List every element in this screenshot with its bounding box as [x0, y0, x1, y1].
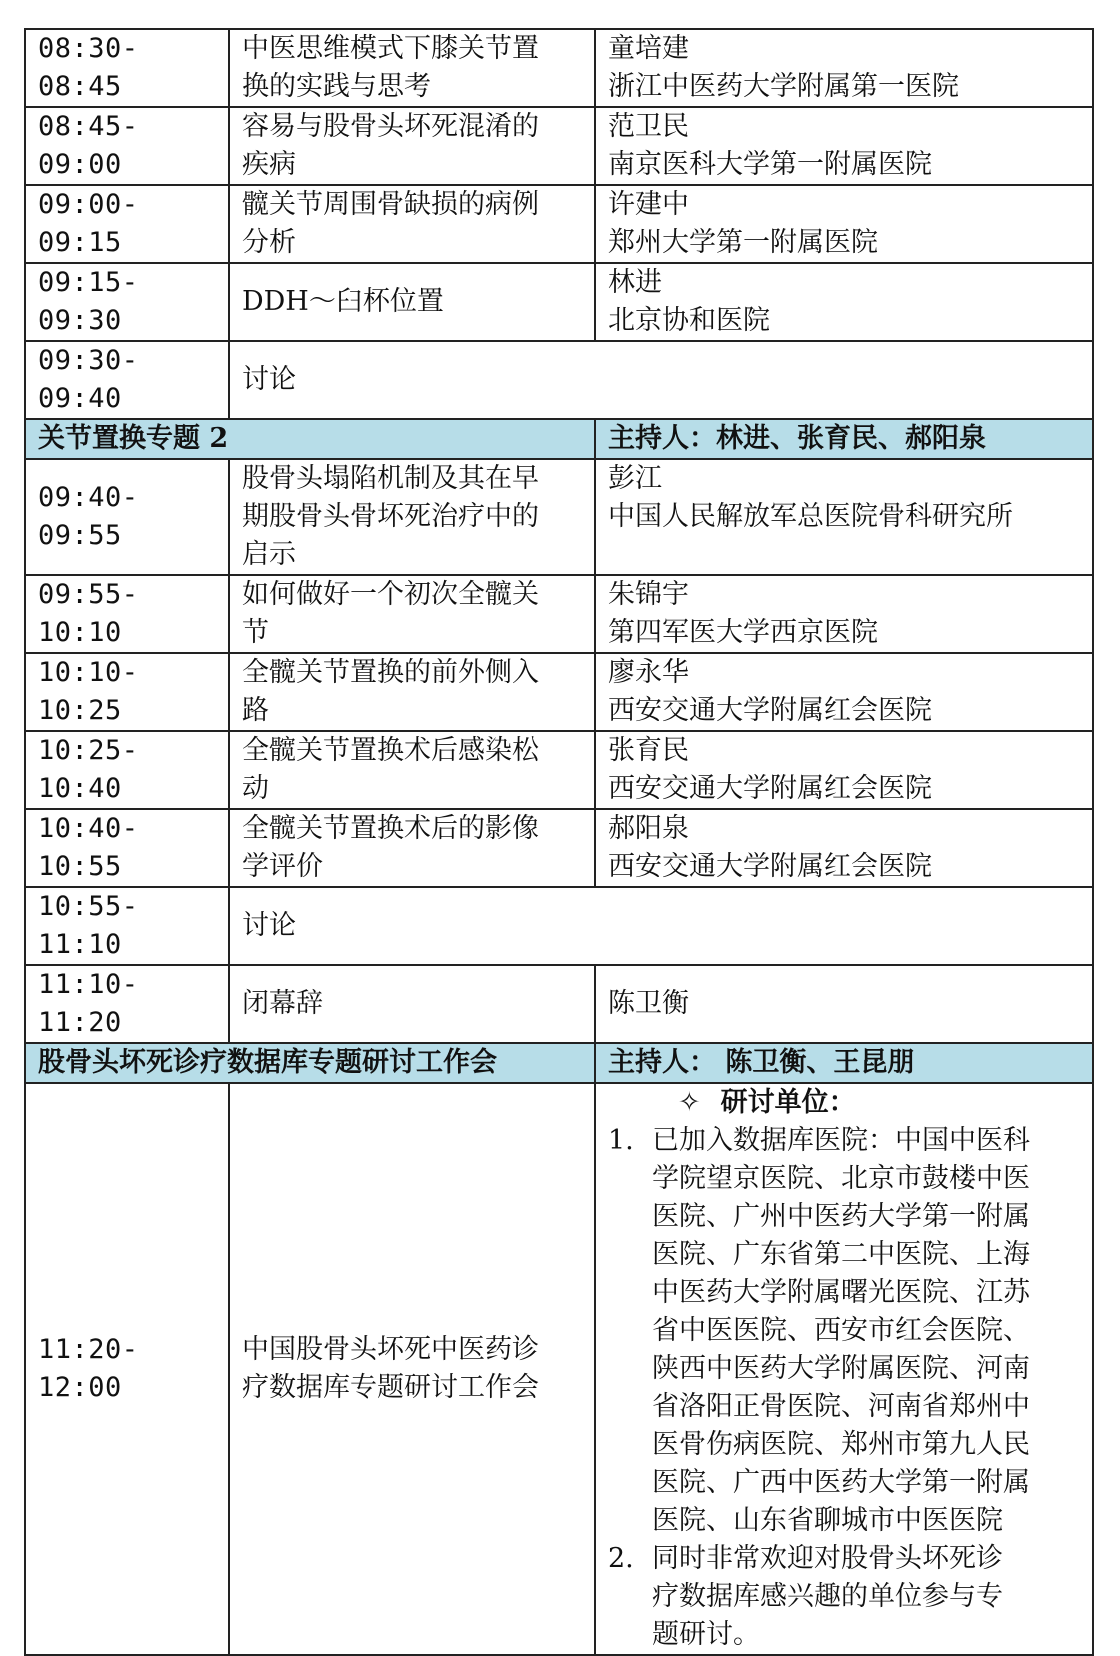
- session-time: 10:55-11:10: [25, 887, 229, 965]
- speaker-cell: [595, 809, 1093, 887]
- list-item: 1. 已加入数据库医院：中国中医科 学院望京医院、北京市鼓楼中医 医院、广州中医药大学第一附属 医院、广东省第二中医院、上海 中医药大学附属曙光医院、江苏 省中医医院、西安市红会医院、 陕西中医药大学附属医院、河南 省洛阳正骨医院、河南省郑州中 医骨伤病医院、郑州市第九人民 医院、广西中医药大学第一附属 医院、山东省聊城市中医医院: [608, 1125, 1030, 1536]
- speaker-affiliation: 郑州大学第一附属医院: [608, 227, 878, 258]
- section-title: 股骨头坏死诊疗数据库专题研讨工作会: [25, 1043, 595, 1083]
- speaker-cell: [595, 185, 1093, 263]
- session-topic: 讨论: [229, 341, 1093, 419]
- speaker-affiliation: 北京协和医院: [608, 305, 770, 336]
- schedule-row: [25, 107, 1093, 185]
- session-topic: 全髋关节置换的前外侧入 路: [229, 653, 595, 731]
- schedule-row: [25, 575, 1093, 653]
- session-time: 11:20-12:00: [25, 1083, 229, 1655]
- speaker-name: 陈卫衡: [608, 988, 689, 1019]
- session-time: 08:30-08:45: [25, 29, 229, 107]
- session-time: 10:25-10:40: [25, 731, 229, 809]
- session-topic: 如何做好一个初次全髋关 节: [229, 575, 595, 653]
- section-header: [25, 419, 1093, 459]
- session-topic: 中医思维模式下膝关节置 换的实践与思考: [229, 29, 595, 107]
- session-topic: 闭幕辞: [229, 965, 595, 1043]
- section-hosts: 主持人： 陈卫衡、王昆朋: [595, 1043, 1093, 1083]
- speaker-affiliation: 第四军医大学西京医院: [608, 617, 878, 648]
- speaker-name: 童培建: [608, 33, 689, 64]
- session-topic: 中国股骨头坏死中医药诊 疗数据库专题研讨工作会: [229, 1083, 595, 1655]
- session-topic: 股骨头塌陷机制及其在早 期股骨头骨坏死治疗中的 启示: [229, 459, 595, 575]
- schedule-row: [25, 185, 1093, 263]
- speaker-name: 林进: [608, 267, 662, 298]
- units-title: ✧ 研讨单位：: [678, 1087, 856, 1118]
- session-time: 09:30-09:40: [25, 341, 229, 419]
- session-time: 08:45-09:00: [25, 107, 229, 185]
- session-topic: 容易与股骨头坏死混淆的 疾病: [229, 107, 595, 185]
- session-topic: 全髋关节置换术后的影像 学评价: [229, 809, 595, 887]
- session-time: 09:00-09:15: [25, 185, 229, 263]
- session-time: 10:10-10:25: [25, 653, 229, 731]
- speaker-name: 范卫民: [608, 111, 689, 142]
- schedule-row: [25, 965, 1093, 1043]
- session-topic: DDH～臼杯位置: [229, 263, 595, 341]
- schedule-row: [25, 263, 1093, 341]
- section-header: [25, 1043, 1093, 1083]
- schedule-row: [25, 887, 1093, 965]
- speaker-cell: [595, 263, 1093, 341]
- section-hosts: 主持人：林进、张育民、郝阳泉: [595, 419, 1093, 459]
- session-topic: 髋关节周围骨缺损的病例 分析: [229, 185, 595, 263]
- speaker-cell: [595, 575, 1093, 653]
- schedule-row: [25, 731, 1093, 809]
- session-topic: 全髋关节置换术后感染松 动: [229, 731, 595, 809]
- speaker-affiliation: 西安交通大学附属红会医院: [608, 773, 932, 804]
- schedule-row: [25, 459, 1093, 575]
- speaker-affiliation: 西安交通大学附属红会医院: [608, 695, 932, 726]
- speaker-name: 郝阳泉: [608, 813, 689, 844]
- speaker-cell: [595, 107, 1093, 185]
- session-time: 09:15-09:30: [25, 263, 229, 341]
- speaker-name: 彭江: [608, 463, 662, 494]
- speaker-affiliation: 西安交通大学附属红会医院: [608, 851, 932, 882]
- speaker-name: 廖永华: [608, 657, 689, 688]
- speaker-name: 朱锦宇: [608, 579, 689, 610]
- session-time: 09:55-10:10: [25, 575, 229, 653]
- schedule-row: [25, 341, 1093, 419]
- speaker-affiliation: 浙江中医药大学附属第一医院: [608, 71, 959, 102]
- workshop-row: [25, 1083, 1093, 1655]
- session-time: 10:40-10:55: [25, 809, 229, 887]
- speaker-cell: [595, 965, 1093, 1043]
- schedule-row: [25, 809, 1093, 887]
- schedule-row: [25, 653, 1093, 731]
- speaker-name: 许建中: [608, 189, 689, 220]
- speaker-affiliation: 中国人民解放军总医院骨科研究所: [608, 501, 1013, 532]
- session-time: 11:10-11:20: [25, 965, 229, 1043]
- schedule-row: [25, 29, 1093, 107]
- speaker-cell: [595, 459, 1093, 575]
- diamond-bullet-icon: ✧: [678, 1087, 701, 1118]
- speaker-cell: [595, 653, 1093, 731]
- list-item: 2. 同时非常欢迎对股骨头坏死诊 疗数据库感兴趣的单位参与专 题研讨。: [608, 1543, 1003, 1650]
- speaker-cell: [595, 731, 1093, 809]
- speaker-name: 张育民: [608, 735, 689, 766]
- session-topic: 讨论: [229, 887, 1093, 965]
- speaker-cell: [595, 29, 1093, 107]
- section-title: 关节置换专题 2: [25, 419, 595, 459]
- session-time: 09:40-09:55: [25, 459, 229, 575]
- participating-units: [595, 1083, 1093, 1655]
- schedule-table: [24, 28, 1094, 1656]
- speaker-affiliation: 南京医科大学第一附属医院: [608, 149, 932, 180]
